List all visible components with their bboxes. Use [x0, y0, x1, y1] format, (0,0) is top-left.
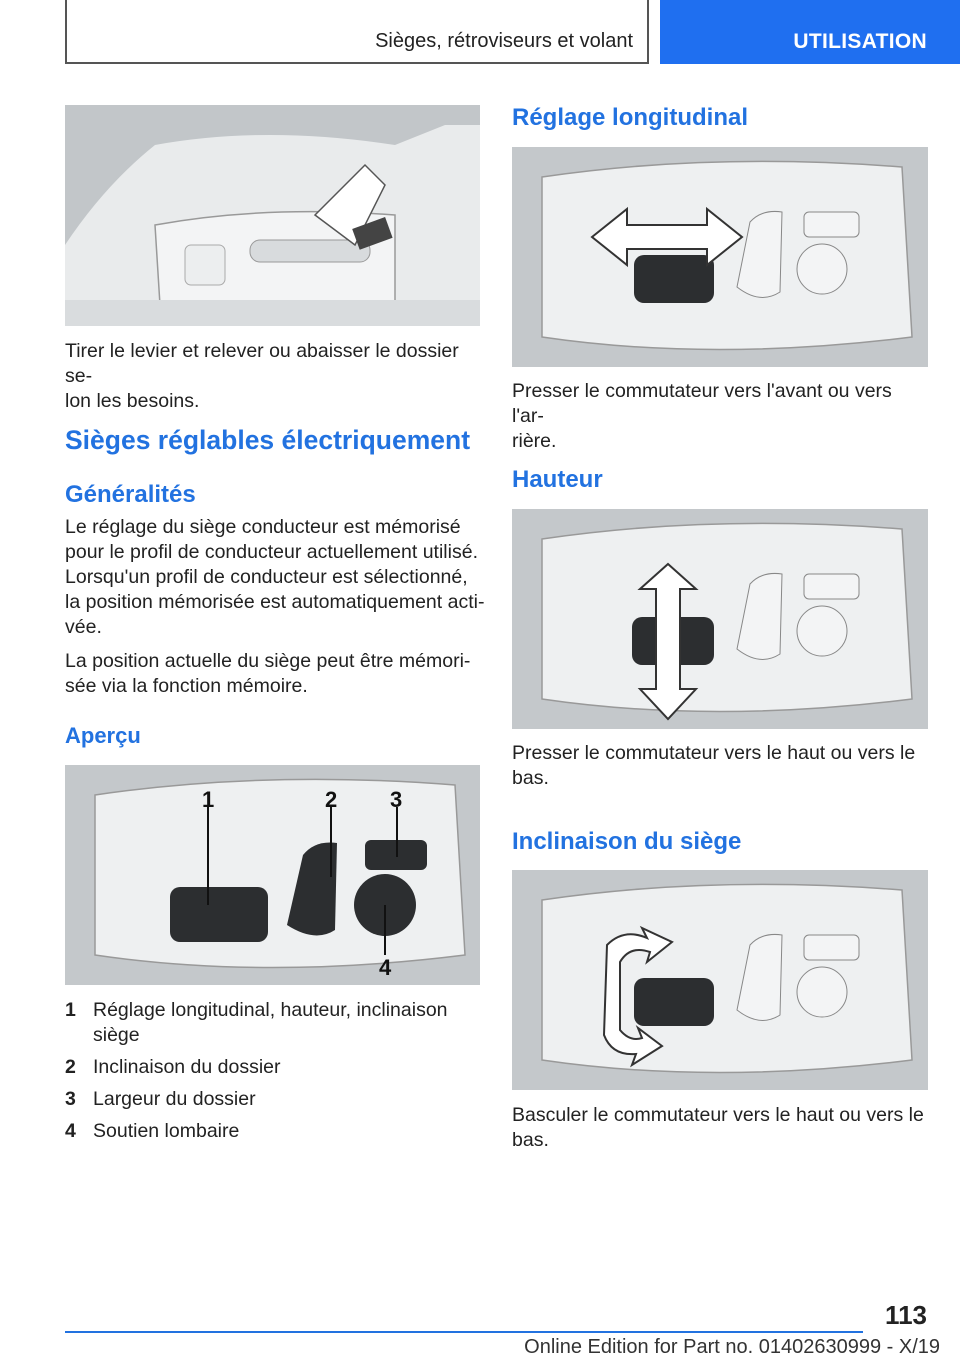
- seat-lever-illustration: [65, 105, 480, 326]
- tilt-caption-line-1: Basculer le commutateur vers le haut ou vers le: [512, 1104, 924, 1126]
- general-line-3: Lorsqu'un profil de conducteur est sélectionné,: [65, 566, 468, 588]
- heading-height: Hauteur: [512, 466, 603, 493]
- heading-longitudinal: Réglage longitudinal: [512, 104, 749, 131]
- lever-caption: [65, 339, 480, 414]
- seat-tilt-illustration: [512, 870, 928, 1090]
- legend-item-1: [65, 998, 480, 1048]
- legend-item-number: 4: [65, 1120, 76, 1142]
- heading-electric-seats: Sièges réglables électriquement: [65, 425, 471, 455]
- legend-item-number: 3: [65, 1088, 76, 1110]
- height-caption-line-1: Presser le commutateur vers le haut ou vers le: [512, 742, 916, 764]
- legend-item-number: 1: [65, 999, 76, 1021]
- legend-item-label: Soutien lombaire: [93, 1120, 240, 1142]
- longitudinal-caption-line-1: Presser le commutateur vers l'avant ou vers l'ar-: [512, 380, 892, 427]
- header-chapter-title: UTILISATION: [793, 30, 927, 53]
- general-line-2: pour le profil de conducteur actuellement utilisé.: [65, 541, 478, 563]
- tilt-caption-line-2: bas.: [512, 1129, 549, 1151]
- seat-controls-overview-illustration: [65, 765, 480, 985]
- longitudinal-caption: [512, 379, 928, 454]
- legend-item-label: Inclinaison du dossier: [93, 1056, 281, 1078]
- header-section-title: Sièges, rétroviseurs et volant: [375, 30, 633, 52]
- lever-caption-line-1: Tirer le levier et relever ou abaisser le dossier se-: [65, 340, 459, 387]
- legend-item-label: [93, 998, 473, 1048]
- longitudinal-caption-line-2: rière.: [512, 430, 557, 452]
- heading-overview: Aperçu: [65, 723, 141, 748]
- legend-item-1-line-2: siège: [93, 1024, 140, 1046]
- general-p2-line-1: La position actuelle du siège peut être mémori-: [65, 650, 471, 672]
- height-adjust-illustration: [512, 509, 928, 729]
- header-chapter-tab: [660, 0, 960, 64]
- general-paragraph-2: [65, 649, 480, 699]
- callout-1: 1: [202, 787, 215, 812]
- height-caption-line-2: bas.: [512, 767, 549, 789]
- heading-general: Généralités: [65, 481, 196, 508]
- callout-4: 4: [379, 955, 392, 980]
- lever-caption-line-2: lon les besoins.: [65, 390, 200, 412]
- general-paragraph-1: [65, 515, 485, 640]
- general-line-1: Le réglage du siège conducteur est mémorisé: [65, 516, 461, 538]
- legend-item-label: Largeur du dossier: [93, 1088, 256, 1110]
- longitudinal-adjust-illustration: [512, 147, 928, 367]
- general-p2-line-2: sée via la fonction mémoire.: [65, 675, 308, 697]
- page-number: 113: [885, 1300, 927, 1330]
- callout-3: 3: [390, 787, 403, 812]
- legend-item-1-line-1: Réglage longitudinal, hauteur, inclinaison: [93, 999, 448, 1021]
- general-line-4: la position mémorisée est automatiquement acti-: [65, 591, 485, 613]
- footer-edition: Online Edition for Part no. 01402630999 - X/19: [524, 1336, 940, 1358]
- footer-divider: [65, 1331, 863, 1333]
- heading-seat-tilt: Inclinaison du siège: [512, 828, 742, 855]
- general-line-5: vée.: [65, 616, 102, 638]
- height-caption: [512, 741, 928, 791]
- tilt-caption: [512, 1103, 928, 1153]
- header-section-box: [65, 0, 649, 64]
- callout-2: 2: [325, 787, 338, 812]
- legend-item-number: 2: [65, 1056, 76, 1078]
